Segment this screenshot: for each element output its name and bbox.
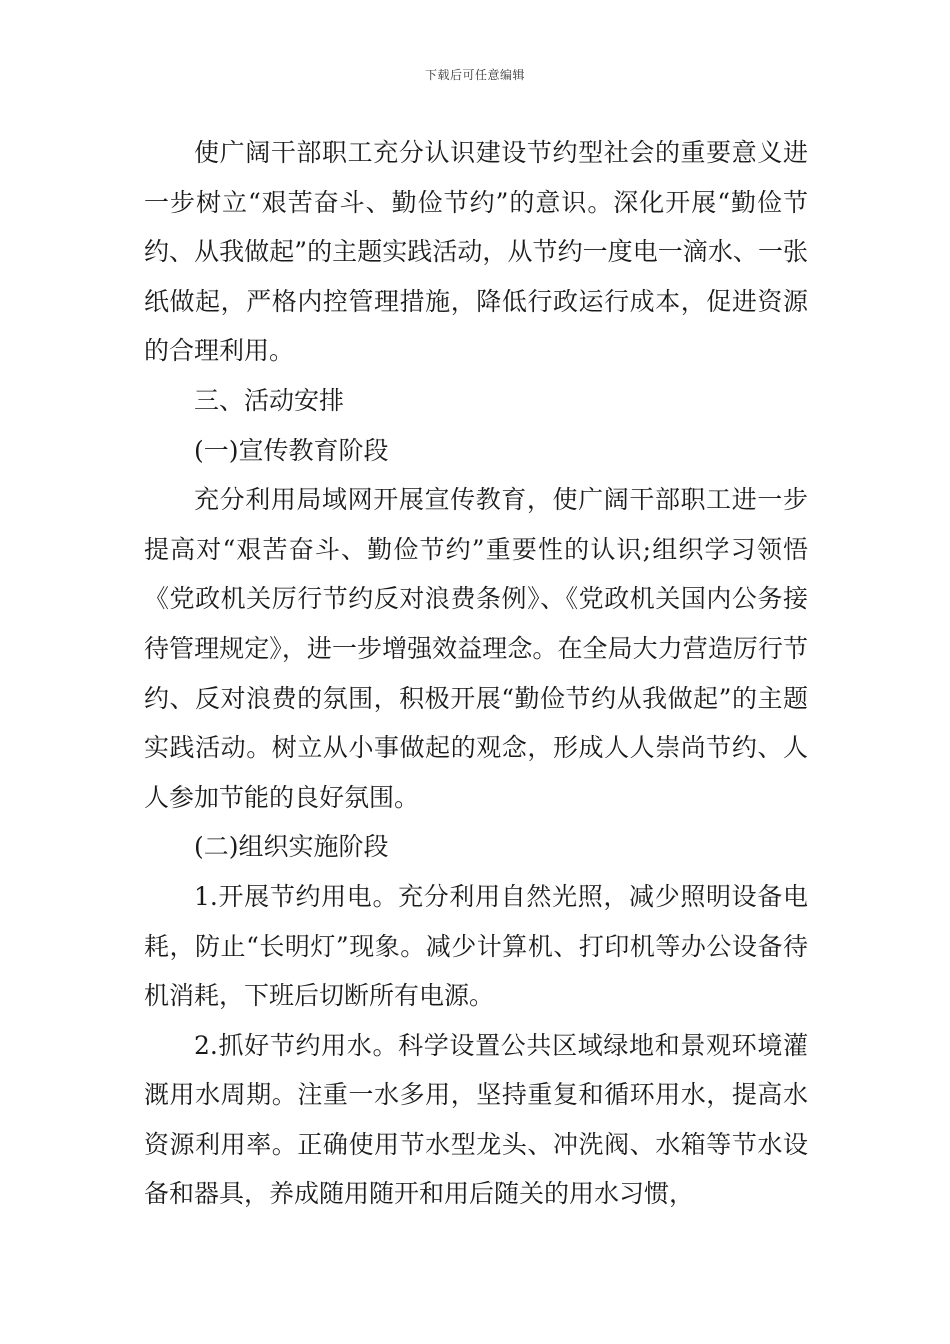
paragraph-electricity: 1.开展节约用电。充分利用自然光照，减少照明设备电耗，防止“长明灯”现象。减少计算机、打印机等办公设备待机消耗，下班后切断所有电源。 xyxy=(144,881,808,1011)
page-header: 下载后可任意编辑 xyxy=(424,68,525,82)
paragraph-publicity: 充分利用局域网开展宣传教育，使广阔干部职工进一步提高对“艰苦奋斗、勤俭节约”重要性的认识;组织学习领悟《党政机关厉行节约反对浪费条例》、《党政机关国内公务接待管理规定》，进一步增强效益理念。在全局大力营造厉行节约、反对浪费的氛围，积极开展“勤俭节约从我做起”的主题实践活动。树立从小事做起的观念，形成人人崇尚节约、人人参加节能的良好氛围。 xyxy=(144,485,808,812)
section-heading-activities: 三、活动安排 xyxy=(194,385,345,415)
subsection-heading-implementation: (二)组织实施阶段 xyxy=(194,832,389,862)
subsection-heading-publicity: (一)宣传教育阶段 xyxy=(194,435,389,465)
paragraph-water: 2.抓好节约用水。科学设置公共区域绿地和景观环境灌溉用水周期。注重一水多用，坚持重复和循环用水，提高水资源利用率。正确使用节水型龙头、冲洗阀、水箱等节水设备和器具，养成随用随开和用后随关的用水习惯， xyxy=(144,1030,808,1209)
paragraph-intro: 使广阔干部职工充分认识建设节约型社会的重要意义进一步树立“艰苦奋斗、勤俭节约”的意识。深化开展“勤俭节约、从我做起”的主题实践活动，从节约一度电一滴水、一张纸做起，严格内控管理措施，降低行政运行成本，促进资源的合理利用。 xyxy=(144,138,808,366)
document-body xyxy=(144,128,808,1219)
